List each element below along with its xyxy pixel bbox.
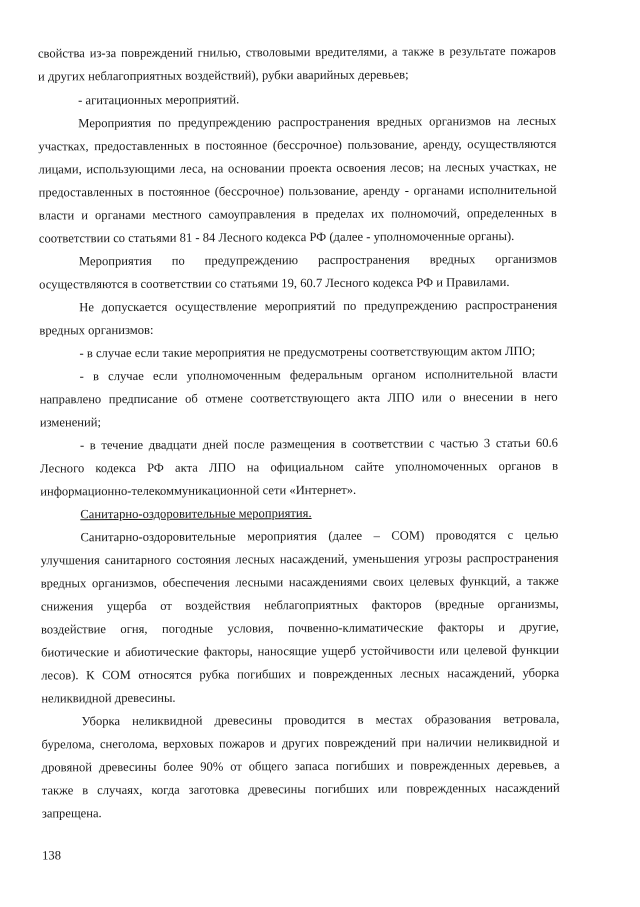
list-item: - в течение двадцати дней после размещения в соответствии с частью 3 статьи 60.6 bbox=[79, 435, 559, 453]
text-line: и других неблагоприятных воздействий), рубки аварийных деревьев; bbox=[38, 67, 409, 84]
text-line: вредных организмов, обеспечения лесными насаждениями своих целевых функций, а также bbox=[40, 573, 559, 591]
text-line: направлено предписание об отмене соответствующего акта ЛПО или о внесении в него bbox=[39, 389, 558, 407]
text-line: бурелома, снеголома, верховых пожаров и других повреждений при наличии неликвидной и bbox=[41, 734, 560, 752]
list-item: - агитационных мероприятий. bbox=[78, 92, 240, 108]
text-line: осуществляются в соответствии со статьями 19, 60.7 Лесного кодекса РФ и Правилами. bbox=[39, 275, 510, 292]
page-number: 138 bbox=[42, 848, 62, 863]
text-line: улучшения санитарного состояния лесных насаждений, уменьшения угрозы распространения bbox=[40, 550, 559, 568]
text-line: неликвидной древесины. bbox=[41, 690, 176, 706]
paragraph-first-line: Не допускается осуществление мероприятий по предупреждению распространения bbox=[79, 297, 558, 315]
text-line: воздействие огня, погодные условия, почвенно-климатические факторы и другие, bbox=[40, 619, 559, 637]
text-line: лицами, использующими леса, на основании проекта освоения лесов; на лесных участках, не bbox=[38, 159, 557, 177]
text-line: вредных организмов: bbox=[39, 322, 154, 338]
paragraph-first-line: Мероприятия по предупреждению распространения вредных организмов на лесных bbox=[78, 113, 557, 131]
text-line: дровяной древесины более 90% от общего запаса погибших и поврежденных деревьев, а bbox=[41, 757, 560, 775]
text-line: лесов). К СОМ относятся рубка погибших и поврежденных лесных насаждений, уборка bbox=[41, 665, 560, 683]
text-line: биотические и абиотические факторы, наносящие ущерб устойчивости или целевой функции bbox=[41, 642, 560, 660]
text-line: информационно-телекоммуникационной сети «Интернет». bbox=[40, 482, 357, 499]
text-line: свойства из-за повреждений гнилью, стволовыми вредителями, а также в результате пожаров bbox=[37, 43, 556, 61]
text-line: снижения ущерба от воздействия неблагоприятных факторов (вредные организмы, bbox=[40, 596, 559, 614]
section-heading-text: Санитарно-оздоровительные мероприятия. bbox=[80, 506, 312, 522]
text-line: Лесного кодекса РФ акта ЛПО на официальном сайте уполномоченных органов в bbox=[40, 458, 559, 476]
section-heading bbox=[80, 504, 558, 523]
paragraph-first-line: Санитарно-оздоровительные мероприятия (далее – СОМ) проводятся с целью bbox=[80, 527, 559, 545]
text-line: власти и органами местного самоуправления в пределах их полномочий, определенных в bbox=[38, 205, 557, 223]
text-line: предоставленных в постоянное (бессрочное) пользование, аренду - органами исполнительной bbox=[38, 182, 557, 200]
paragraph-first-line: Уборка неликвидной древесины проводится в местах образования ветровала, bbox=[81, 711, 560, 729]
list-item: - в случае если уполномоченным федеральным органом исполнительной власти bbox=[79, 366, 558, 384]
list-item: - в случае если такие мероприятия не предусмотрены соответствующим актом ЛПО; bbox=[79, 343, 536, 361]
text-line: запрещена. bbox=[41, 806, 102, 821]
paragraph-first-line: Мероприятия по предупреждению распространения вредных организмов bbox=[78, 251, 558, 269]
text-line: соответствии со статьями 81 - 84 Лесного кодекса РФ (далее - уполномоченные органы). bbox=[38, 228, 515, 246]
text-line: участках, предоставленных в постоянное (бессрочное) пользование, аренду, осуществляются bbox=[38, 136, 557, 154]
text-line: также в случаях, когда заготовка древесины погибших или поврежденных насаждений bbox=[41, 780, 560, 798]
text-line: изменений; bbox=[39, 415, 102, 430]
